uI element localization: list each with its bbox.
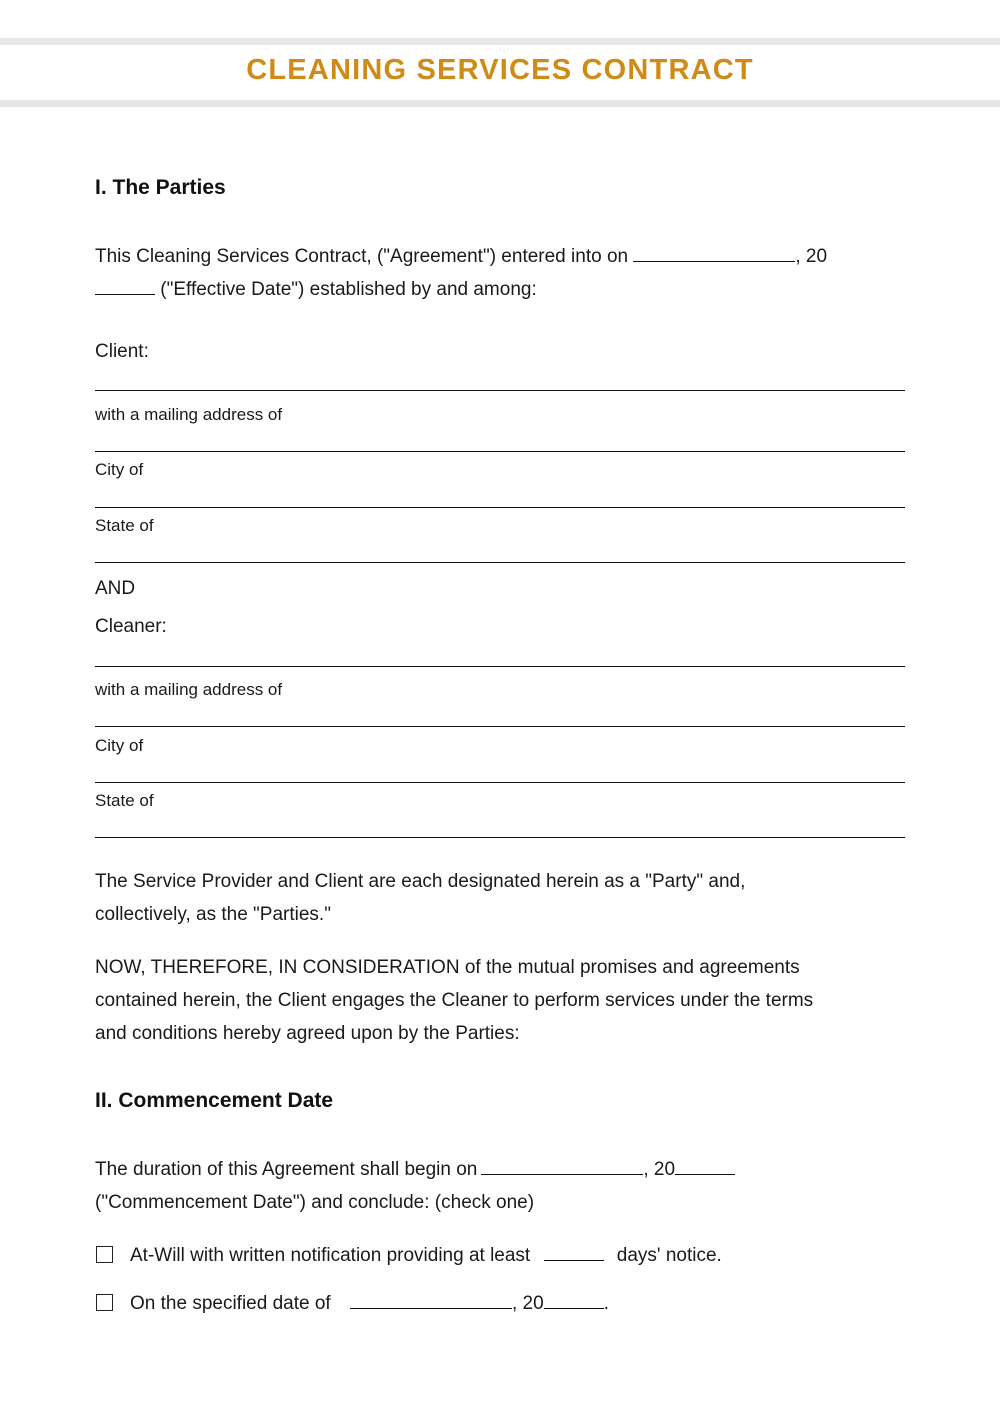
client-name-line[interactable] <box>95 390 905 391</box>
duration-year-text: , 20 <box>643 1159 676 1180</box>
client-state-label: State of <box>95 516 154 535</box>
notice-days-blank[interactable] <box>544 1240 604 1261</box>
commencement-year-blank[interactable] <box>675 1154 735 1175</box>
effective-date-text: ("Effective Date") established by and among: <box>160 279 537 300</box>
client-state-line[interactable] <box>95 562 905 563</box>
end-year-blank[interactable] <box>544 1288 604 1309</box>
cleaner-label: Cleaner: <box>95 616 167 637</box>
client-label: Client: <box>95 341 149 362</box>
and-label: AND <box>95 578 136 599</box>
intro-line-1 <box>95 240 827 273</box>
cleaner-mailing-label: with a mailing address of <box>95 680 283 699</box>
parties-line-2: collectively, as the "Parties." <box>95 904 331 925</box>
consideration-line-3: and conditions hereby agreed upon by the Parties: <box>95 1023 520 1044</box>
end-year-text: , 20 <box>511 1293 544 1314</box>
duration-text: The duration of this Agreement shall begin on <box>95 1159 478 1180</box>
section-2-heading: II. Commencement Date <box>95 1089 334 1112</box>
at-will-option <box>130 1239 722 1272</box>
header-top-band <box>0 38 1000 45</box>
commencement-date-blank[interactable] <box>481 1154 643 1175</box>
section-1-heading: I. The Parties <box>95 176 226 199</box>
at-will-text: At-Will with written notification providing at least <box>130 1245 531 1266</box>
specified-date-text: On the specified date of <box>130 1293 331 1314</box>
cleaner-state-label: State of <box>95 791 154 810</box>
end-date-blank[interactable] <box>350 1288 512 1309</box>
cleaner-state-line[interactable] <box>95 837 905 838</box>
consideration-line-1: NOW, THEREFORE, IN CONSIDERATION of the mutual promises and agreements <box>95 957 800 978</box>
document-title: CLEANING SERVICES CONTRACT <box>246 54 754 86</box>
period-text: . <box>603 1293 609 1314</box>
client-address-line[interactable] <box>95 451 905 452</box>
specified-date-checkbox[interactable] <box>96 1294 113 1311</box>
cleaner-city-label: City of <box>95 736 144 755</box>
intro-year-text: , 20 <box>795 246 828 267</box>
header-bottom-band <box>0 100 1000 107</box>
consideration-line-2: contained herein, the Client engages the Cleaner to perform services under the terms <box>95 990 814 1011</box>
duration-line-2: ("Commencement Date") and conclude: (check one) <box>95 1192 535 1213</box>
days-notice-text: days' notice. <box>616 1245 722 1266</box>
agreement-year-blank[interactable] <box>95 274 155 295</box>
intro-text: This Cleaning Services Contract, ("Agreement") entered into on <box>95 246 629 267</box>
agreement-date-blank[interactable] <box>633 241 795 262</box>
cleaner-name-line[interactable] <box>95 666 905 667</box>
specified-date-option <box>130 1287 609 1320</box>
client-mailing-label: with a mailing address of <box>95 405 283 424</box>
at-will-checkbox[interactable] <box>96 1246 113 1263</box>
cleaner-city-line[interactable] <box>95 782 905 783</box>
client-city-line[interactable] <box>95 507 905 508</box>
client-city-label: City of <box>95 460 144 479</box>
parties-line-1: The Service Provider and Client are each designated herein as a "Party" and, <box>95 871 746 892</box>
cleaner-address-line[interactable] <box>95 726 905 727</box>
duration-line-1 <box>95 1153 735 1186</box>
intro-line-2 <box>95 273 537 306</box>
